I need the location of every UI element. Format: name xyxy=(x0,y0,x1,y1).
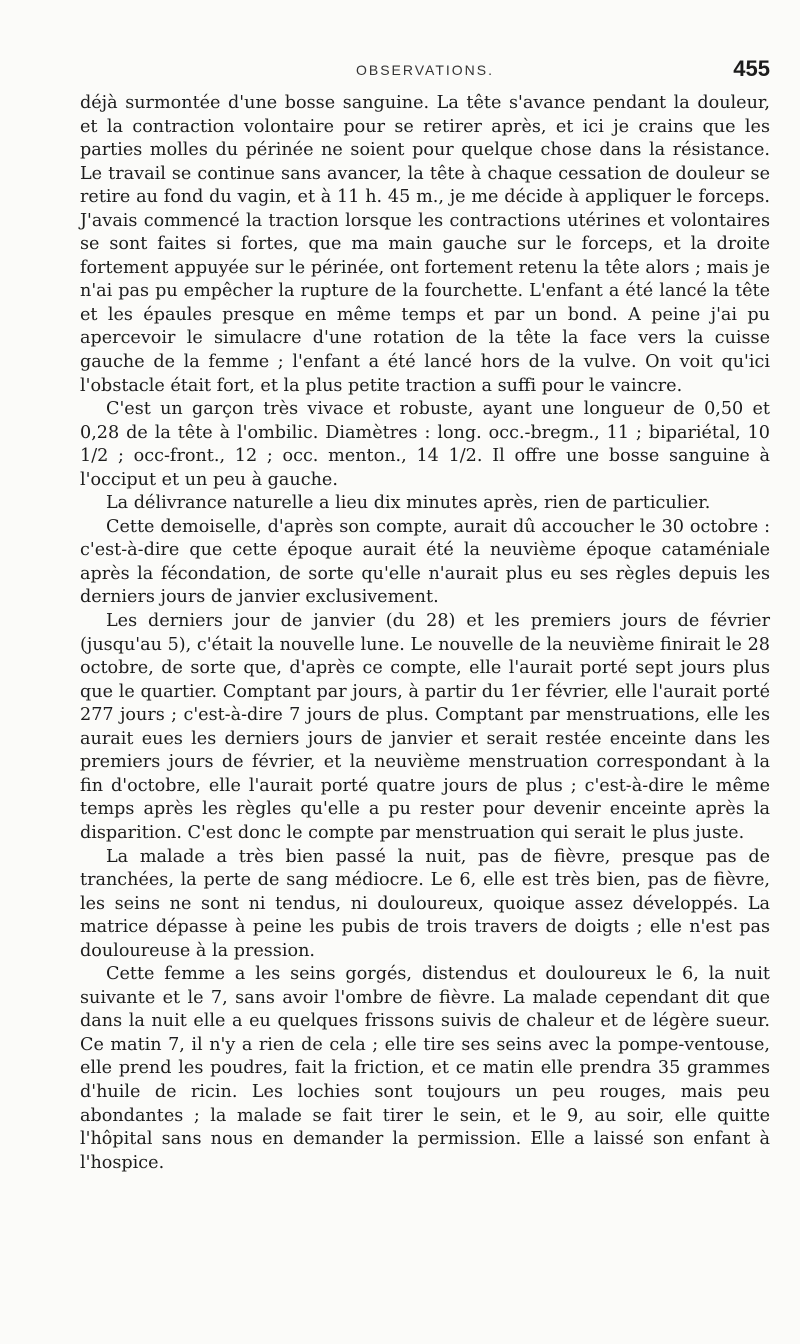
body-text xyxy=(80,92,770,1175)
page-header xyxy=(80,58,770,90)
paragraph: Cette femme a les seins gorgés, distendus et douloureux le 6, la nuit suivante et le 7, sans avoir l'ombre de fièvre. La malade cependant dit que dans la nuit elle a eu quelques frissons suivis de chaleur et de légère sueur. Ce matin 7, il n'y a rien de cela ; elle tire ses seins avec la pompe-ventouse, elle prend les poudres, fait la friction, et ce matin elle prendra 35 grammes d'huile de ricin. Les lochies sont toujours un peu rouges, mais peu abondantes ; la malade se fait tirer le sein, et le 9, au soir, elle quitte l'hôpital sans nous en demander la permission. Elle a laissé son enfant à l'hospice. xyxy=(80,964,770,1173)
running-head: OBSERVATIONS. xyxy=(355,62,495,78)
paragraph: Les derniers jour de janvier (du 28) et les premiers jours de février (jusqu'au 5), c'était la nouvelle lune. Le nouvelle de la neuvième finirait le 28 octobre, de sorte que, d'après ce compte, elle l'aurait porté sept jours plus que le quartier. Comptant par jours, à partir du 1er février, elle l'aurait porté 277 jours ; c'est-à-dire 7 jours de plus. Comptant par menstruations, elle les aurait eues les derniers jours de janvier et serait restée enceinte dans les premiers jours de février, et la neuvième menstruation correspondant à la fin d'octobre, elle l'aurait porté quatre jours de plus ; c'est-à-dire le même temps après les règles qu'elle a pu rester pour devenir enceinte après la disparition. C'est donc le compte par menstruation qui serait le plus juste. xyxy=(80,611,770,843)
page-number: 455 xyxy=(733,56,770,81)
paragraph: La délivrance naturelle a lieu dix minutes après, rien de particulier. xyxy=(106,493,711,514)
paragraph: C'est un garçon très vivace et robuste, ayant une longueur de 0,50 et 0,28 de la tête à l'ombilic. Diamètres : long. occ.-bregm., 11 ; bipariétal, 10 1/2 ; occ-front., 12 ; occ. menton., 14 1/2. Il offre une bosse sanguine à l'occiput et un peu à gauche. xyxy=(80,399,770,490)
paragraph-continued: déjà surmontée d'une bosse sanguine. La tête s'avance pendant la douleur, et la contraction volontaire pour se retirer après, et ici je crains que les parties molles du périnée ne soient pour quelque chose dans la résistance. Le travail se continue sans avancer, la tête à chaque cessation de douleur se retire au fond du vagin, et à 11 h. 45 m., je me décide à appliquer le forceps. J'avais commencé la traction lorsque les contractions utérines et volontaires se sont faites si fortes, que ma main gauche sur le forceps, et la droite fortement appuyée sur le périnée, ont fortement retenu la tête alors ; mais je n'ai pas pu empêcher la rupture de la fourchette. L'enfant a été lancé la tête et les épaules presque en même temps et par un bond. A peine j'ai pu apercevoir le simulacre d'une rotation de la tête la face vers la cuisse gauche de la femme ; l'enfant a été lancé hors de la vulve. On voit qu'ici l'obstacle était fort, et la plus petite traction a suffi pour le vaincre. xyxy=(80,93,770,396)
paragraph: La malade a très bien passé la nuit, pas de fièvre, presque pas de tranchées, la perte de sang médiocre. Le 6, elle est très bien, pas de fièvre, les seins ne sont ni tendus, ni douloureux, quoique assez développés. La matrice dépasse à peine les pubis de trois travers de doigts ; elle n'est pas douloureuse à la pression. xyxy=(80,846,770,961)
paragraph: Cette demoiselle, d'après son compte, aurait dû accoucher le 30 octobre : c'est-à-dire que cette époque aurait été la neuvième époque cataméniale après la fécondation, de sorte qu'elle n'aurait plus eu ses règles depuis les derniers jours de janvier exclusivement. xyxy=(80,516,770,608)
